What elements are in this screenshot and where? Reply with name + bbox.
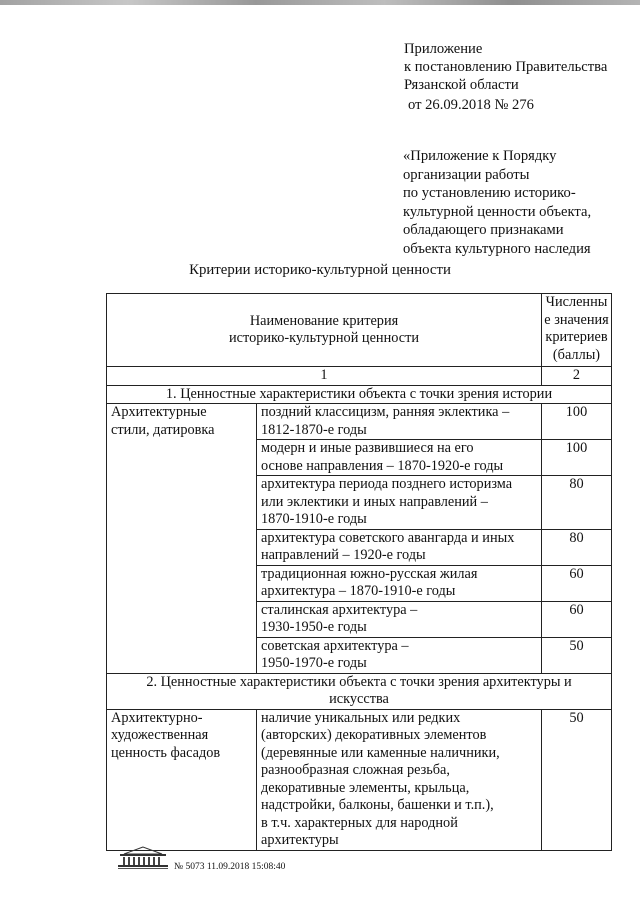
decree-date: от 26.09.2018 № 276 [408,97,534,113]
table-row [107,637,612,673]
score-value: 50 [542,709,612,850]
group-label-line: стили, датировка [111,421,215,438]
criterion-line: в т.ч. характерных для народной [261,814,458,831]
document-title: Критерии историко-культурной ценности [189,262,451,278]
score-value: 60 [542,565,612,601]
column-number-2: 2 [542,367,612,386]
criterion-line: архитектура периода позднего историзма [261,476,513,492]
criterion-line: поздний классицизм, ранняя эклектика – [261,404,510,420]
table-row [107,440,612,476]
group-label-continued [107,601,257,637]
section-heading-history: 1. Ценностные характеристики объекта с точки зрения истории [107,385,612,404]
header-text-line: е значения [544,311,609,328]
section-row [107,385,612,404]
group-label-continued [107,476,257,530]
header-text-line: Численны [545,294,608,310]
group-label-line: Архитектурно- [111,709,203,726]
criterion-line: (авторских) декоративных элементов [261,727,487,743]
appendix-line: Приложение [404,41,483,57]
reference-line: организации работы [403,166,530,183]
header-text-line: Наименование критерия [249,312,399,329]
score-value: 50 [542,637,612,673]
reference-line: культурной ценности объекта, [403,203,592,220]
appendix-reference [403,147,637,258]
group-label-line: ценность фасадов [111,744,221,761]
criterion-text [257,637,542,673]
criterion-line: сталинская архитектура – [261,601,418,618]
group-label-continued [107,440,257,476]
criterion-line: разнообразная сложная резьба, [261,762,450,778]
group-label-line: художественная [111,727,209,743]
table-row [107,601,612,637]
score-value: 100 [542,440,612,476]
appendix-line: к постановлению Правительства [404,59,608,75]
scan-edge-band [0,0,640,5]
criterion-line: 1870-1910-е годы [261,511,367,527]
criterion-line: архитектуры [261,832,339,848]
criterion-line: архитектура советского авангарда и иных [261,529,515,546]
header-text-line: историко-культурной ценности [229,330,419,346]
criterion-text [257,404,542,440]
group-label-styles [107,404,257,440]
reference-line: обладающего признаками [403,222,564,238]
criterion-text [257,709,542,850]
table-row [107,709,612,850]
score-value: 60 [542,601,612,637]
registration-stamp: № 5073 11.09.2018 15:08:40 [174,862,286,872]
score-value: 80 [542,476,612,530]
criterion-line: декоративные элементы, крыльца, [261,779,470,796]
criterion-text [257,476,542,530]
criterion-line: или эклектики и иных направлений – [261,493,488,510]
criterion-line: основе направления – 1870-1920-е годы [261,457,504,474]
criterion-text [257,529,542,565]
appendix-header [404,40,634,114]
criterion-line: (деревянные или каменные наличники, [261,744,500,761]
criterion-line: модерн и иные развившиеся на его [261,440,474,456]
reference-line: по установлению историко- [403,185,576,201]
column-number-row [107,367,612,386]
appendix-line: Рязанской области [404,77,519,93]
table-row [107,476,612,530]
criterion-text [257,440,542,476]
group-label-line: Архитектурные [111,404,207,420]
header-criterion-name [107,294,542,367]
column-number-1: 1 [107,367,542,386]
group-label-continued [107,565,257,601]
section-line: 2. Ценностные характеристики объекта с точки зрения архитектуры и [146,673,572,690]
group-label-continued [107,529,257,565]
table-row [107,404,612,440]
header-score [542,294,612,367]
criterion-line: наличие уникальных или редких [261,709,461,726]
score-value: 80 [542,529,612,565]
section-line: искусства [329,691,389,707]
header-text-line: (баллы) [552,346,601,363]
criterion-line: 1950-1970-е годы [261,655,367,671]
score-value: 100 [542,404,612,440]
government-building-logo [116,846,170,870]
section-row [107,673,612,709]
criterion-line: 1930-1950-е годы [261,619,367,635]
group-label-facades [107,709,257,850]
table-header-row [107,294,612,367]
group-label-continued [107,637,257,673]
reference-line: «Приложение к Порядку [403,148,557,164]
table-row [107,565,612,601]
criterion-line: направлений – 1920-е годы [261,547,426,563]
section-heading-architecture [107,673,612,709]
criterion-text [257,601,542,637]
criterion-line: 1812-1870-е годы [261,421,367,438]
criterion-line: надстройки, балконы, башенки и т.п.), [261,797,494,813]
criterion-line: традиционная южно-русская жилая [261,565,478,582]
table-row [107,529,612,565]
criterion-line: архитектура – 1870-1910-е годы [261,583,456,599]
criterion-text [257,565,542,601]
header-text-line: критериев [545,329,608,345]
reference-line: объекта культурного наследия [403,240,591,257]
document-footer [116,846,516,874]
criterion-line: советская архитектура – [261,637,409,654]
criteria-table [106,293,612,851]
